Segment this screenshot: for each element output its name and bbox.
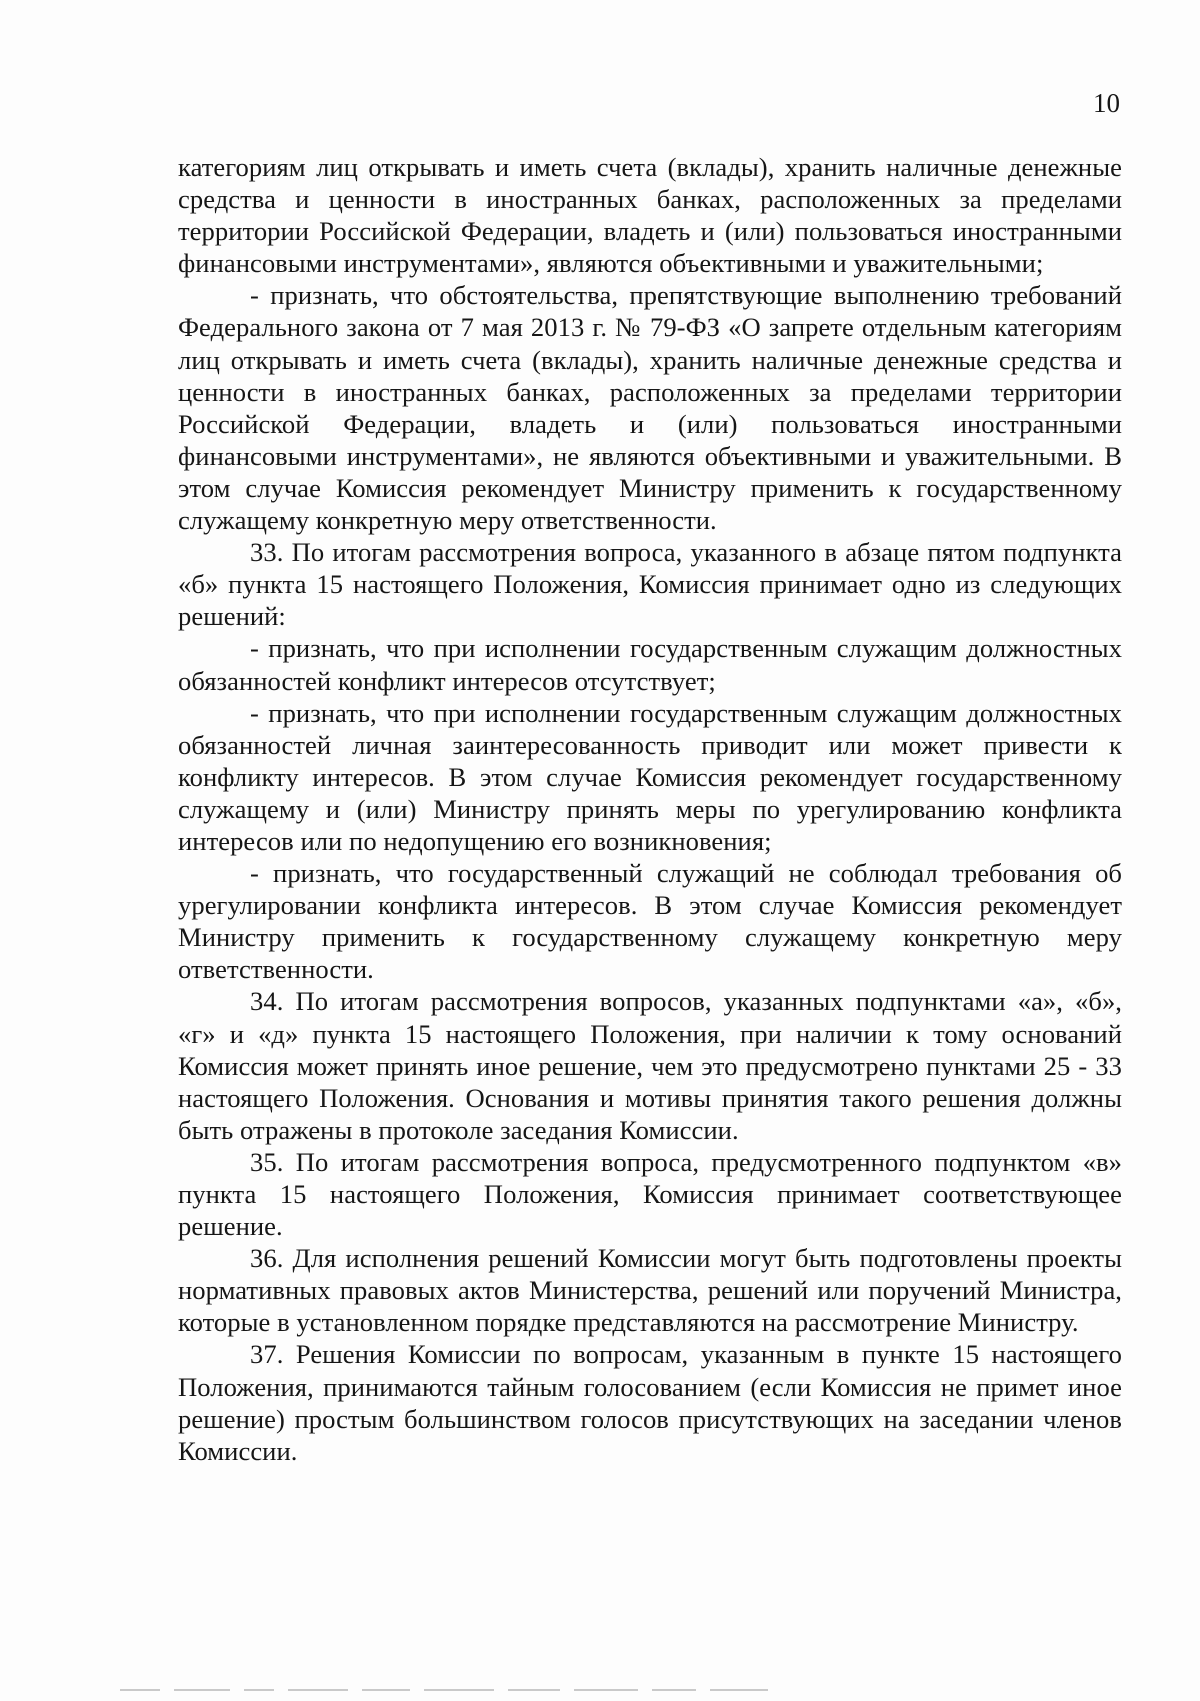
scan-mark xyxy=(288,1689,348,1691)
scan-mark xyxy=(120,1689,160,1691)
scan-mark xyxy=(174,1689,230,1691)
paragraph-clause-35: 35. По итогам рассмотрения вопроса, предусмотренного подпунктом «в» пункта 15 настоящего Положения, Комиссия принимает соответствующее решение. xyxy=(178,1146,1122,1242)
scan-mark xyxy=(362,1689,410,1691)
paragraph-clause-37: 37. Решения Комиссии по вопросам, указанным в пункте 15 настоящего Положения, принимаются тайным голосованием (если Комиссия не примет иное решение) простым большинством голосов присутствующих на заседании членов Комиссии. xyxy=(178,1339,1122,1466)
paragraph-item-no-conflict: - признать, что при исполнении государственным служащим должностных обязанностей конфликт интересов отсутствует; xyxy=(178,633,1122,696)
scan-mark xyxy=(710,1689,768,1691)
scan-mark xyxy=(508,1689,560,1691)
scan-edge-marks xyxy=(120,1689,1120,1693)
scan-mark xyxy=(574,1689,638,1691)
scan-mark xyxy=(244,1689,274,1691)
scan-mark xyxy=(424,1689,494,1691)
paragraph-clause-36: 36. Для исполнения решений Комиссии могут быть подготовлены проекты нормативных правовых актов Министерства, решений или поручений Министра, которые в установленном порядке представляются на рассмотрение Министру. xyxy=(178,1243,1122,1338)
paragraph-continuation: категориям лиц открывать и иметь счета (вклады), хранить наличные денежные средства и ценности в иностранных банках, расположенных за пределами территории Российской Федерации, владеть и (или) пользоваться иностранными финансовыми инструментами», являются объективными и уважительными; xyxy=(178,152,1122,279)
paragraph-item-not-complied: - признать, что государственный служащий не соблюдал требования об урегулировании конфликта интересов. В этом случае Комиссия рекомендует Министру применить к государственному служащему конкретную меру ответственности. xyxy=(178,858,1122,985)
paragraph-item-not-objective: - признать, что обстоятельства, препятствующие выполнению требований Федерального закона от 7 мая 2013 г. № 79-ФЗ «О запрете отдельным категориям лиц открывать и иметь счета (вклады), хранить наличные денежные средства и ценности в иностранных банках, расположенных за пределами территории Российской Федерации, владеть и (или) пользоваться иностранными финансовыми инструментами», не являются объективными и уважительными. В этом случае Комиссия рекомендует Министру применить к государственному служащему конкретную меру ответственности. xyxy=(178,280,1122,536)
document-body xyxy=(178,151,1122,1467)
paragraph-clause-34: 34. По итогам рассмотрения вопросов, указанных подпунктами «а», «б», «г» и «д» пункта 15 настоящего Положения, при наличии к тому оснований Комиссия может принять иное решение, чем это предусмотрено пунктами 25 - 33 настоящего Положения. Основания и мотивы принятия такого решения должны быть отражены в протоколе заседания Комиссии. xyxy=(178,986,1122,1145)
paragraph-item-conflict-possible: - признать, что при исполнении государственным служащим должностных обязанностей личная заинтересованность приводит или может привести к конфликту интересов. В этом случае Комиссия рекомендует государственному служащему и (или) Министру принять меры по урегулированию конфликта интересов или по недопущению его возникновения; xyxy=(178,697,1122,856)
scan-mark xyxy=(652,1689,696,1691)
page-number: 10 xyxy=(1093,88,1120,118)
paragraph-clause-33: 33. По итогам рассмотрения вопроса, указанного в абзаце пятом подпункта «б» пункта 15 настоящего Положения, Комиссия принимает одно из следующих решений: xyxy=(178,537,1122,632)
